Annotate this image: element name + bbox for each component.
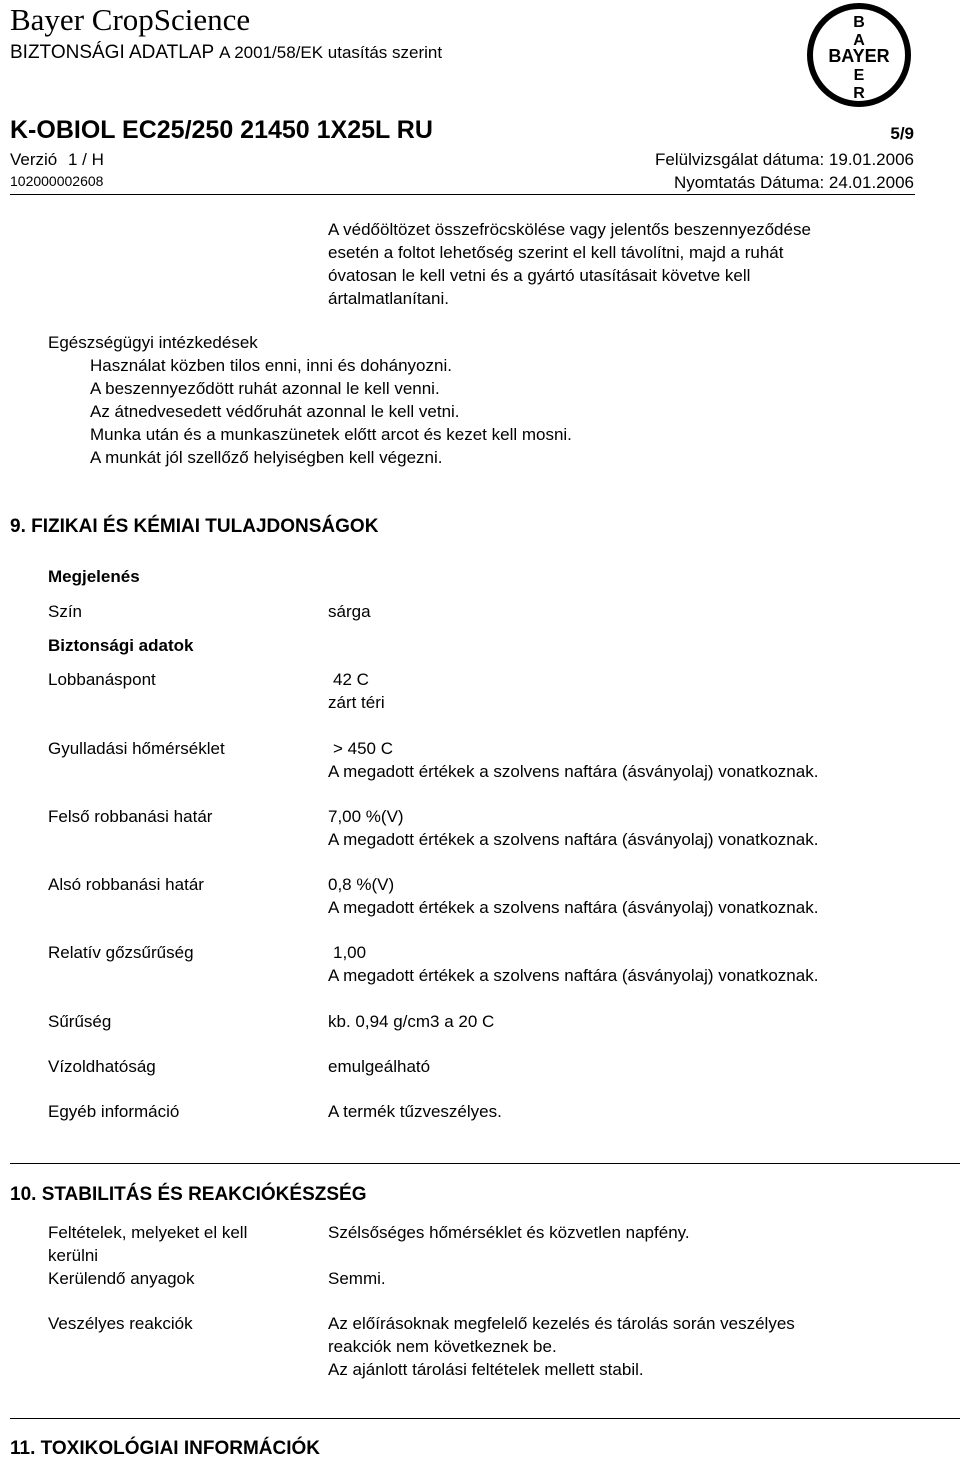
hygiene-item: A munkát jól szellőző helyiségben kell végezni. xyxy=(90,448,443,467)
value-line: Az előírásoknak megfelelő kezelés és tárolás során veszélyes xyxy=(328,1314,795,1333)
page-number: 5/9 xyxy=(890,124,914,143)
other-information-value: A termék tűzveszélyes. xyxy=(328,1102,502,1121)
section-10-title: 10. STABILITÁS ÉS REAKCIÓKÉSZSÉG xyxy=(10,1184,367,1205)
density-value: kb. 0,94 g/cm3 a 20 C xyxy=(328,1012,495,1031)
section-9-title: 9. FIZIKAI ÉS KÉMIAI TULAJDONSÁGOK xyxy=(10,516,379,537)
hygiene-item: Használat közben tilos enni, inni és dohányozni. xyxy=(90,356,452,375)
ignition-temperature-label: Gyulladási hőmérséklet xyxy=(48,739,225,758)
company-name: Bayer CropScience xyxy=(10,2,251,37)
hazardous-reactions-label: Veszélyes reakciók xyxy=(48,1314,193,1333)
safety-data-heading: Biztonsági adatok xyxy=(48,636,194,655)
paragraph-line: esetén a foltot lehetőség szerint el kell távolítni, majd a ruhát xyxy=(328,243,784,262)
product-name: K-OBIOL EC25/250 21450 1X25L RU xyxy=(10,116,433,144)
flash-point-note: zárt téri xyxy=(328,693,385,712)
print-date: Nyomtatás Dátuma: 24.01.2006 xyxy=(673,173,914,192)
color-value: sárga xyxy=(328,602,371,621)
section-11-title: 11. TOXIKOLÓGIAI INFORMÁCIÓK xyxy=(10,1438,321,1459)
version xyxy=(10,148,104,171)
hygiene-item: Munka után és a munkaszünetek előtt arcot és kezet kell mosni. xyxy=(90,425,572,444)
materials-to-avoid-label: Kerülendő anyagok xyxy=(48,1269,195,1288)
bayer-logo xyxy=(806,2,912,108)
value-line: Az ajánlott tárolási feltételek mellett stabil. xyxy=(328,1360,644,1379)
appearance-heading: Megjelenés xyxy=(48,567,140,586)
flash-point-label: Lobbanáspont xyxy=(48,670,156,689)
solvent-note: A megadott értékek a szolvens naftára (ásványolaj) vonatkoznak. xyxy=(328,966,819,985)
water-solubility-value: emulgeálható xyxy=(328,1057,431,1076)
header-divider xyxy=(10,194,915,195)
hazardous-reactions-value xyxy=(328,1312,795,1381)
other-information-label: Egyéb információ xyxy=(48,1102,180,1121)
water-solubility-label: Vízoldhatóság xyxy=(48,1057,156,1076)
lower-explosion-limit-value: 0,8 %(V) xyxy=(328,875,395,894)
protective-clothing-paragraph xyxy=(328,218,811,310)
logo-word-bayer: BAYER xyxy=(828,46,890,66)
flash-point-value: 42 C xyxy=(333,670,369,689)
logo-letter-a: A xyxy=(853,32,865,49)
document-type xyxy=(10,42,442,64)
version-label: Verzió xyxy=(10,150,58,169)
version-value: 1 / H xyxy=(67,150,104,169)
vapor-density-value: 1,00 xyxy=(333,943,367,962)
density-label: Sűrűség xyxy=(48,1012,112,1031)
review-date: Felülvizsgálat dátuma: 19.01.2006 xyxy=(655,150,914,169)
document-type-label: BIZTONSÁGI ADATLAP xyxy=(10,42,214,63)
hygiene-item: A beszennyeződött ruhát azonnal le kell venni. xyxy=(90,379,440,398)
lower-explosion-limit-label: Alsó robbanási határ xyxy=(48,875,204,894)
document-number: 102000002608 xyxy=(10,173,104,189)
materials-to-avoid-value: Semmi. xyxy=(328,1269,386,1288)
logo-letter-b: B xyxy=(853,14,865,31)
solvent-note: A megadott értékek a szolvens naftára (ásványolaj) vonatkoznak. xyxy=(328,830,819,849)
upper-explosion-limit-value: 7,00 %(V) xyxy=(328,807,404,826)
regulation-note: A 2001/58/EK utasítás szerint xyxy=(219,43,443,62)
solvent-note: A megadott értékek a szolvens naftára (ásványolaj) vonatkoznak. xyxy=(328,762,819,781)
logo-letter-r: R xyxy=(853,85,865,102)
ignition-temperature-value: > 450 C xyxy=(333,739,394,758)
color-label: Szín xyxy=(48,602,83,621)
section-divider xyxy=(10,1163,960,1164)
paragraph-line: óvatosan le kell vetni és a gyártó utasításait követve kell xyxy=(328,266,751,285)
hygiene-list xyxy=(90,354,572,469)
hygiene-title: Egészségügyi intézkedések xyxy=(48,333,258,352)
logo-letter-e: E xyxy=(853,67,865,84)
hygiene-item: Az átnedvesedett védőruhát azonnal le kell vetni. xyxy=(90,402,460,421)
section-divider xyxy=(10,1418,960,1419)
conditions-to-avoid-label xyxy=(48,1221,247,1267)
paragraph-line: A védőöltözet összefröcskölése vagy jelentős beszennyeződése xyxy=(328,220,811,239)
paragraph-line: ártalmatlanítani. xyxy=(328,289,449,308)
label-line: Feltételek, melyeket el kell xyxy=(48,1223,248,1242)
upper-explosion-limit-label: Felső robbanási határ xyxy=(48,807,213,826)
value-line: reakciók nem következnek be. xyxy=(328,1337,557,1356)
solvent-note: A megadott értékek a szolvens naftára (ásványolaj) vonatkoznak. xyxy=(328,898,819,917)
vapor-density-label: Relatív gőzsűrűség xyxy=(48,943,194,962)
conditions-to-avoid-value: Szélsőséges hőmérséklet és közvetlen napfény. xyxy=(328,1223,690,1242)
label-line: kerülni xyxy=(48,1246,99,1265)
